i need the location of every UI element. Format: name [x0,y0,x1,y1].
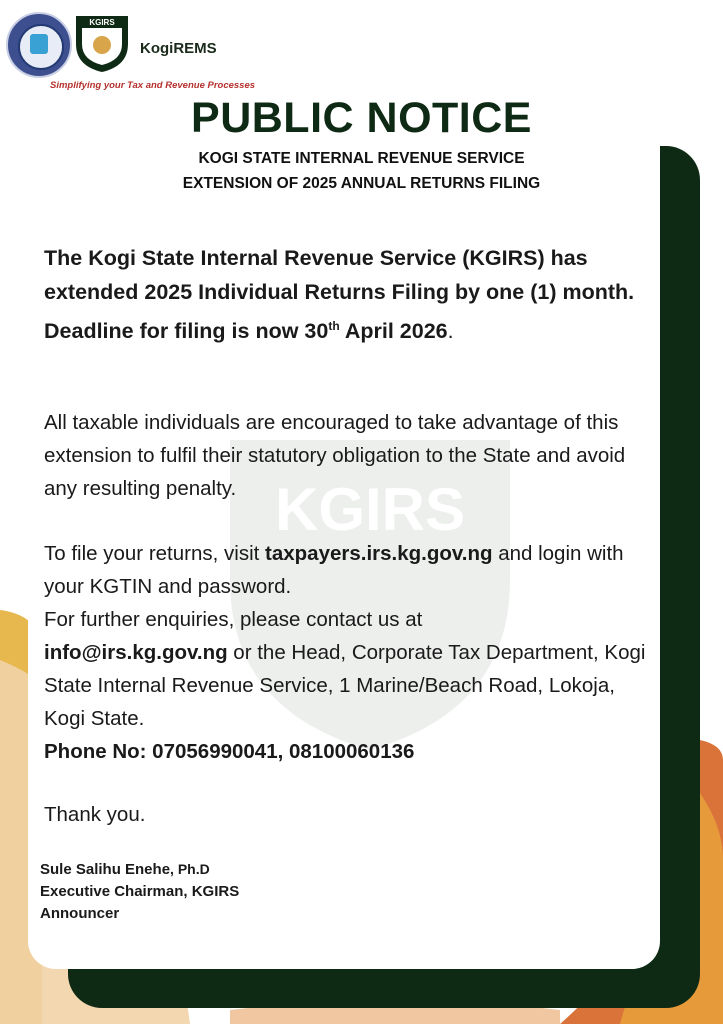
date-superscript: th [328,319,340,333]
lead-text: The Kogi State Internal Revenue Service (KGIRS) has extended 2025 Individual Returns Filing by one (1) month. Deadline for filing is now 30 [44,246,635,344]
tagline: Simplifying your Tax and Revenue Processes [50,80,256,91]
lead-paragraph [44,241,654,348]
encouragement-paragraph: All taxable individuals are encouraged to take advantage of this extension to fulfil their statutory obligation to the State and avoid any resulting penalty. [44,411,626,500]
lead-text-date: April 2026 [339,319,448,344]
signatory-position: Executive Chairman, KGIRS [40,883,240,900]
header [6,12,306,92]
lead-period: . [447,319,454,344]
signatory-role: Announcer [40,905,120,922]
notice-subtitle-line2: EXTENSION OF 2025 ANNUAL RETURNS FILING [182,175,541,192]
file-returns-text: To file your returns, visit [44,542,266,565]
email-link[interactable]: info@irs.kg.gov.ng [44,641,228,664]
brand-name: KogiREMS [140,40,217,57]
notice-subtitle-line1: KOGI STATE INTERNAL REVENUE SERVICE [198,150,525,167]
notice-title: PUBLIC NOTICE [191,94,532,142]
kogi-state-seal-icon [6,12,72,78]
closing-text: Thank you. [44,803,146,826]
login-text: and login with your KGTIN and password. [44,542,624,598]
kgirs-shield-logo [74,14,130,74]
website-link[interactable]: taxpayers.irs.kg.gov.ng [265,542,493,565]
shield-text: KGIRS [89,18,115,27]
contact-paragraph [44,537,656,768]
address-text: or the Head, Corporate Tax Department, Kogi State Internal Revenue Service, 1 Marine/Beach Road, Lokoja, Kogi State. [44,641,646,730]
signatory-credential: , Ph.D [170,861,210,877]
signatory-name: Sule Salihu Enehe [40,861,171,878]
signature-block [40,858,239,925]
watermark-text: KGIRS [274,476,466,543]
enquiries-text: For further enquiries, please contact us at [44,608,423,631]
phone-numbers: Phone No: 07056990041, 08100060136 [44,740,415,763]
